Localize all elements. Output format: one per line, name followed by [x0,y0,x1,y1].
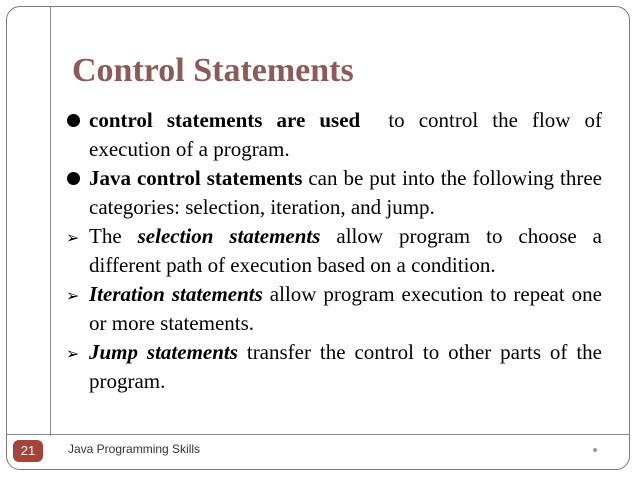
bullet-item [66,164,602,222]
filled-circle-icon [67,172,80,185]
slide-content [66,106,608,396]
slide-number-badge: 21 [13,440,43,462]
bullet-text-bold: Java control statements [89,166,303,190]
bullet-text: transfer the control to other parts of the program. [89,340,602,393]
left-divider [50,6,51,436]
bullet-text-bold-italic: Iteration statements [89,282,263,306]
footer-dot-icon [593,448,597,452]
bullet-text-bold-italic: Jump statements [89,340,238,364]
arrow-right-icon: ➢ [66,344,80,363]
bullet-text: allow program to choose a different path of execution based on a condition. [89,224,602,277]
bullet-text: can be put into the following three categories: selection, iteration, and jump. [89,166,602,219]
bullet-item [66,106,608,164]
slide-title: Control Statements [72,52,354,89]
bullet-text: The [89,224,138,248]
bullet-text: allow program execution to repeat one or more statements. [89,282,603,335]
bullet-item [66,338,602,396]
filled-circle-icon [67,114,80,127]
bullet-text-bold-italic: selection statements [137,224,321,248]
arrow-right-icon: ➢ [66,286,80,305]
arrow-right-icon: ➢ [66,228,80,247]
bullet-item [66,222,602,280]
bullet-text: to control the flow of execution of a program. [89,108,608,161]
bullet-text-bold: control statements are used [89,108,361,132]
footer-course-title: Java Programming Skills [68,442,201,456]
bullet-item [66,280,602,338]
footer-divider [6,434,630,435]
